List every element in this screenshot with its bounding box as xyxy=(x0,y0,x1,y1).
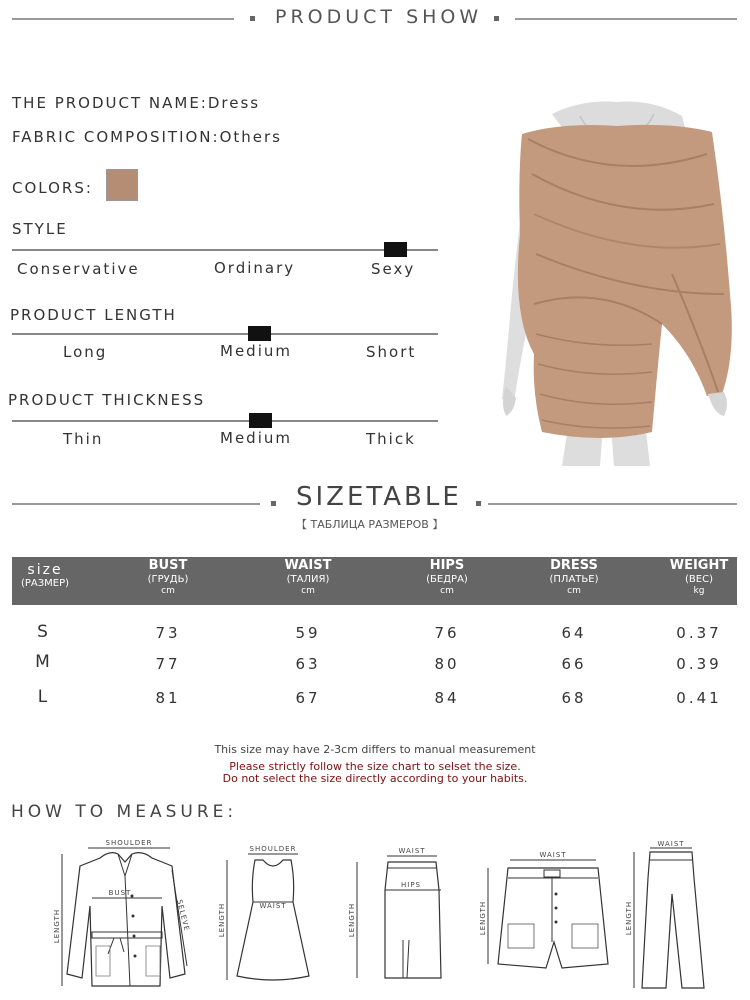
measurement-note: This size may have 2-3cm differs to manual measurement xyxy=(214,743,536,756)
column-header-waist xyxy=(258,558,358,597)
skirt-waist-label: WAIST xyxy=(398,847,426,855)
dress-shoulder-label: SHOULDER xyxy=(249,845,297,853)
style-scale-line xyxy=(12,249,438,251)
length-scale-line xyxy=(12,333,438,335)
jacket-measure-diagram xyxy=(50,836,200,992)
column-header-size-ru: (РАЗМЕР) xyxy=(20,578,70,589)
column-header-weight-main: WEIGHT xyxy=(669,558,729,573)
header-dot-left xyxy=(250,16,255,21)
length-option-medium: Medium xyxy=(220,342,292,360)
skirt-hips-label: HIPS xyxy=(401,881,421,889)
sizetable-rule-right xyxy=(488,503,737,505)
dress-measure-diagram xyxy=(213,840,313,990)
length-marker xyxy=(248,326,271,341)
thickness-option-medium: Medium xyxy=(220,429,292,447)
fabric-composition xyxy=(12,128,282,146)
column-header-bust xyxy=(118,558,218,597)
column-header-bust-ru: (ГРУДЬ) xyxy=(147,574,189,585)
sizetable-dot-left xyxy=(271,501,276,506)
column-header-hips xyxy=(397,558,497,597)
column-header-size-main: size xyxy=(27,562,63,578)
table-cell-size: L xyxy=(37,687,51,707)
style-option-conservative: Conservative xyxy=(17,260,140,278)
shorts-measure-diagram xyxy=(478,846,618,976)
pants-measure-diagram xyxy=(620,838,720,994)
column-header-dress-main: DRESS xyxy=(550,558,598,573)
size-warning-line1: Please strictly follow the size chart to selset the size. xyxy=(229,760,521,773)
column-header-weight-ru: (ВЕС) xyxy=(685,574,713,585)
table-cell-size: M xyxy=(35,652,53,672)
skirt-measure-diagram xyxy=(343,840,443,990)
thickness-title: PRODUCT THICKNESS xyxy=(8,391,206,409)
table-cell-weight: 0.41 xyxy=(676,689,722,707)
product-photo xyxy=(492,94,737,466)
column-header-dress-unit: cm xyxy=(567,586,581,596)
jacket-bust-label: BUST xyxy=(108,889,132,897)
size-warning-line2: Do not select the size directly according to your habits. xyxy=(222,772,528,785)
sizetable-subtitle: 【 ТАБЛИЦА РАЗМЕРОВ 】 xyxy=(296,518,444,531)
sizetable-dot-right xyxy=(476,501,481,506)
table-cell-waist: 59 xyxy=(295,624,321,642)
shorts-waist-label: WAIST xyxy=(539,851,567,859)
thickness-scale-line xyxy=(12,420,438,422)
style-option-ordinary: Ordinary xyxy=(214,259,296,277)
column-header-waist-main: WAIST xyxy=(284,558,332,573)
header-dot-right xyxy=(494,16,499,21)
column-header-size xyxy=(0,562,95,590)
column-header-waist-ru: (ТАЛИЯ) xyxy=(286,574,330,585)
table-cell-hips: 84 xyxy=(434,689,460,707)
length-option-long: Long xyxy=(63,343,108,361)
table-cell-waist: 67 xyxy=(295,689,321,707)
table-cell-bust: 81 xyxy=(155,689,181,707)
header-rule-right xyxy=(515,18,737,20)
pants-waist-label: WAIST xyxy=(657,840,685,848)
column-header-dress-ru: (ПЛАТЬЕ) xyxy=(549,574,599,585)
table-cell-waist: 63 xyxy=(295,655,321,673)
table-cell-bust: 77 xyxy=(155,655,181,673)
thickness-option-thin: Thin xyxy=(63,430,104,448)
column-header-dress xyxy=(524,558,624,597)
style-marker xyxy=(384,242,407,257)
product-name xyxy=(12,94,260,112)
table-cell-dress: 64 xyxy=(561,624,587,642)
column-header-weight-unit: kg xyxy=(693,586,705,596)
sizetable-title: SIZETABLE xyxy=(296,482,462,512)
thickness-option-thick: Thick xyxy=(366,430,416,448)
dress-length-label: LENGTH xyxy=(218,902,226,938)
table-cell-hips: 76 xyxy=(434,624,460,642)
jacket-sleeve-label: SELEVE xyxy=(175,898,191,933)
sizetable-rule-left xyxy=(12,503,260,505)
shorts-length-label: LENGTH xyxy=(479,900,487,936)
jacket-length-label: LENGTH xyxy=(53,908,61,944)
table-cell-dress: 68 xyxy=(561,689,587,707)
length-title: PRODUCT LENGTH xyxy=(10,306,177,324)
column-header-bust-main: BUST xyxy=(148,558,188,573)
column-header-waist-unit: cm xyxy=(301,586,315,596)
column-header-weight xyxy=(649,558,749,597)
page-title: PRODUCT SHOW xyxy=(275,6,483,28)
column-header-hips-ru: (БЕДРА) xyxy=(426,574,468,585)
table-cell-size: S xyxy=(37,622,51,642)
thickness-marker xyxy=(249,413,272,428)
jacket-shoulder-label: SHOULDER xyxy=(105,839,153,847)
length-option-short: Short xyxy=(366,343,417,361)
product-name-label: THE PRODUCT NAME: xyxy=(12,94,208,112)
fabric-label: FABRIC COMPOSITION: xyxy=(12,128,220,146)
product-name-value: Dress xyxy=(207,94,261,112)
style-option-sexy: Sexy xyxy=(371,260,416,278)
column-header-hips-unit: cm xyxy=(440,586,454,596)
table-cell-weight: 0.39 xyxy=(676,655,722,673)
style-title: STYLE xyxy=(12,220,68,238)
colors-label: COLORS: xyxy=(12,179,93,197)
fabric-value: Others xyxy=(219,128,282,146)
column-header-hips-main: HIPS xyxy=(429,558,465,573)
column-header-bust-unit: cm xyxy=(161,586,175,596)
how-to-measure-title: HOW TO MEASURE: xyxy=(11,802,238,822)
pants-length-label: LENGTH xyxy=(625,900,633,936)
table-cell-hips: 80 xyxy=(434,655,460,673)
dress-waist-label: WAIST xyxy=(259,902,287,910)
skirt-length-label: LENGTH xyxy=(348,902,356,938)
table-cell-weight: 0.37 xyxy=(676,624,722,642)
table-cell-bust: 73 xyxy=(155,624,181,642)
header-rule-left xyxy=(12,18,234,20)
color-swatch[interactable] xyxy=(106,169,138,201)
table-cell-dress: 66 xyxy=(561,655,587,673)
